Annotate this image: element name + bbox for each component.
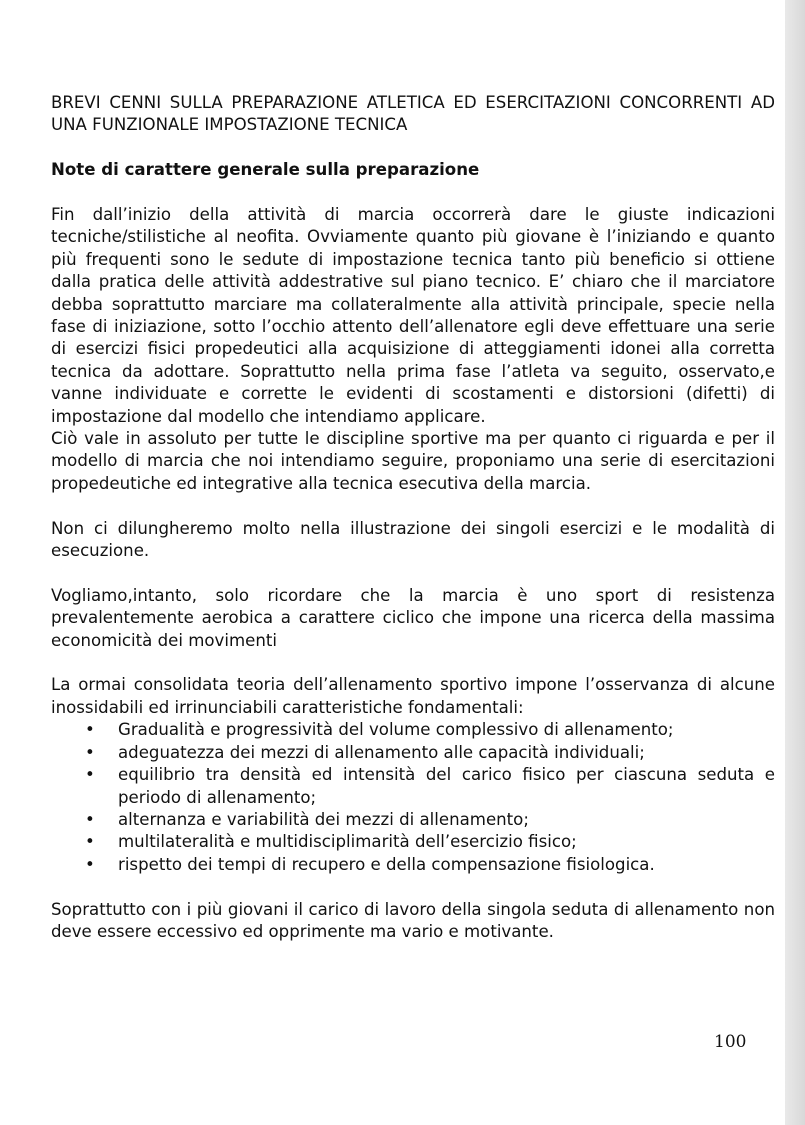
list-item-text: equilibrio tra densità ed intensità del carico fisico per ciascuna seduta e periodo di allenamento;: [118, 765, 775, 807]
list-item: [51, 809, 775, 831]
list-item-text: multilateralità e multidisciplimarità dell’esercizio fisico;: [118, 832, 577, 852]
list-item: [51, 831, 775, 853]
paragraph-disciplines: Ciò vale in assoluto per tutte le discipline sportive ma per quanto ci riguarda e per il modello di marcia che noi intendiamo seguire, proponiamo una serie di esercitazioni propedeutiche ed integrative alla tecnica esecutiva della marcia.: [51, 429, 775, 493]
bullet-icon: •: [85, 742, 95, 762]
spacer: [51, 562, 775, 584]
page-number: 100: [714, 1032, 747, 1052]
bullet-icon: •: [85, 832, 95, 852]
list-item: [51, 764, 775, 809]
list-item-text: adeguatezza dei mezzi di allenamento alle capacità individuali;: [118, 742, 645, 762]
list-item: [51, 742, 775, 764]
spacer: [51, 137, 775, 159]
principles-list: [51, 719, 775, 876]
spacer: [51, 876, 775, 898]
document-heading: BREVI CENNI SULLA PREPARAZIONE ATLETICA ED ESERCITAZIONI CONCORRENTI AD UNA FUNZIONALE IMPOSTAZIONE TECNICA: [51, 93, 775, 135]
section-subheading: Note di carattere generale sulla preparazione: [51, 160, 480, 180]
document-page: [51, 92, 775, 943]
spacer: [51, 652, 775, 674]
list-item: [51, 719, 775, 741]
list-item-text: alternanza e variabilità dei mezzi di allenamento;: [118, 809, 529, 829]
bullet-icon: •: [85, 809, 95, 829]
paragraph-intro: Fin dall’inizio della attività di marcia occorrerà dare le giuste indicazioni tecniche/stilistiche al neofita. Ovviamente quanto più giovane è l’iniziando e quanto più frequenti sono le sedute di impostazione tecnica tanto più beneficio si ottiene dalla pratica delle attività addestrative sul piano tecnico. E’ chiaro che il marciatore debba soprattutto marciare ma collateralmente alla attività principale, specie nella fase di iniziazione, sotto l’occhio attento dell’allenatore egli deve effettuare una serie di esercizi fisici propedeutici alla acquisizione di atteggiamenti idonei alla corretta tecnica da adottare. Soprattutto nella prima fase l’atleta va seguito, osservato,e vanne individuate e corrette le evidenti di scostamenti e distorsioni (difetti) di impostazione dal modello che intendiamo applicare.: [51, 205, 775, 426]
bullet-icon: •: [85, 765, 95, 785]
bullet-icon: •: [85, 720, 95, 740]
paragraph-conclusion: Soprattutto con i più giovani il carico di lavoro della singola seduta di allenamento non deve essere eccessivo ed opprimente ma vario e motivante.: [51, 899, 775, 941]
paragraph-endurance: Vogliamo,intanto, solo ricordare che la marcia è uno sport di resistenza prevalentemente aerobica a carattere ciclico che impone una ricerca della massima economicità dei movimenti: [51, 585, 775, 650]
spacer: [51, 182, 775, 204]
page-edge-shadow: [785, 0, 805, 1125]
paragraph-exercises: Non ci dilungheremo molto nella illustrazione dei singoli esercizi e le modalità di esecuzione.: [51, 518, 775, 561]
spacer: [51, 495, 775, 517]
paragraph-theory: La ormai consolidata teoria dell’allenamento sportivo impone l’osservanza di alcune inossidabili ed irrinunciabili caratteristiche fondamentali:: [51, 675, 775, 717]
list-item-text: Gradualità e progressività del volume complessivo di allenamento;: [118, 720, 674, 740]
bullet-icon: •: [85, 854, 95, 874]
list-item-text: rispetto dei tempi di recupero e della compensazione fisiologica.: [118, 854, 655, 874]
list-item: [51, 854, 775, 876]
